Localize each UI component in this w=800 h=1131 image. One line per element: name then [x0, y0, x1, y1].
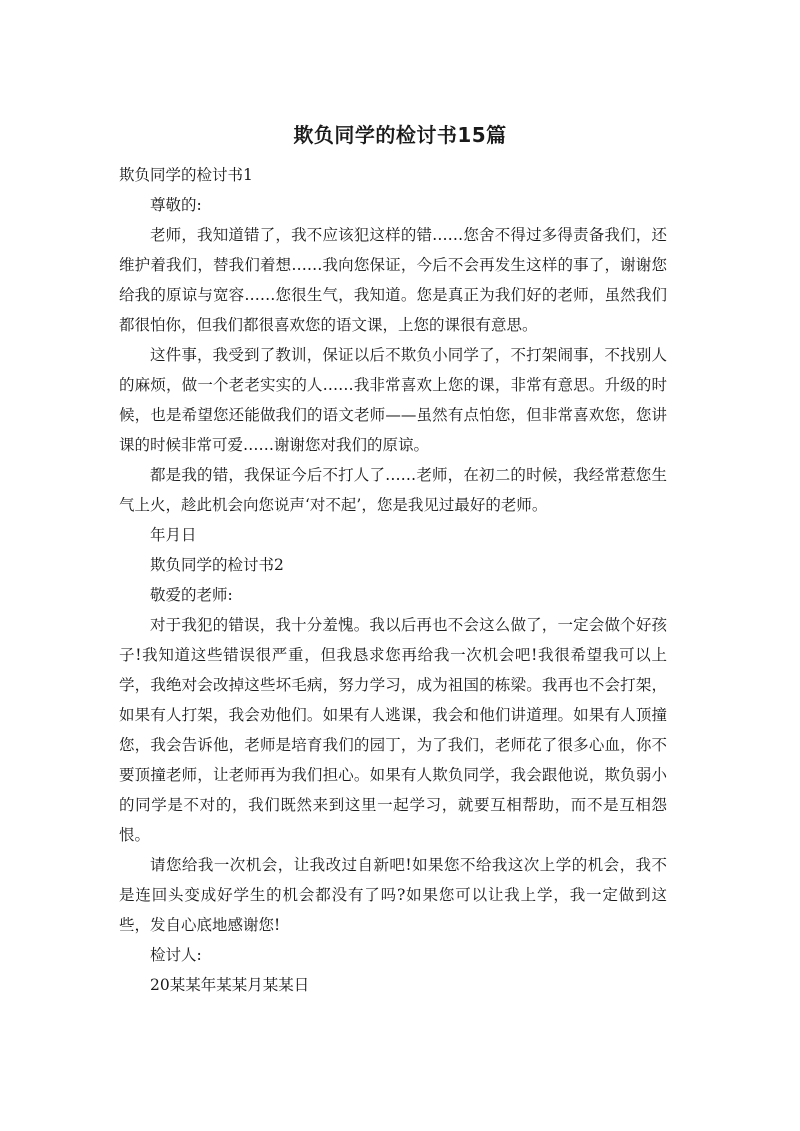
- letter-1-paragraph-2: 这件事，我受到了教训，保证以后不欺负小同学了，不打架闹事，不找别人的麻烦，做一个老老实实的人……我非常喜欢上您的课，非常有意思。升级的时候，也是希望您还能做我们的语文老师——虽然有点怕您，但非常喜欢您，您讲课的时候非常可爱……谢谢您对我们的原谅。: [119, 346, 667, 454]
- letter-1-salutation: 尊敬的:: [150, 196, 202, 214]
- letter-2-paragraph-2: 请您给我一次机会，让我改过自新吧!如果您不给我这次上学的机会，我不是连回头变成好学生的机会都没有了吗?如果您可以让我上学，我一定做到这些，发自心底地感谢您!: [119, 856, 667, 934]
- document-body: [119, 160, 667, 1000]
- letter-1-heading: 欺负同学的检讨书1: [119, 166, 253, 184]
- letter-1-paragraph-3: 都是我的错，我保证今后不打人了……老师，在初二的时候，我经常惹您生气上火，趁此机会向您说声‘对不起’，您是我见过最好的老师。: [119, 466, 667, 514]
- letter-2-heading: 欺负同学的检讨书2: [150, 556, 284, 574]
- letter-2-date: 20某某年某某月某某日: [150, 976, 310, 994]
- letter-2-signature: 检讨人:: [150, 946, 202, 964]
- letter-2-salutation: 敬爱的老师:: [150, 586, 233, 604]
- letter-2-paragraph-1: 对于我犯的错误，我十分羞愧。我以后再也不会这么做了，一定会做个好孩子!我知道这些错误很严重，但我恳求您再给我一次机会吧!我很希望我可以上学，我绝对会改掉这些坏毛病，努力学习，成为祖国的栋梁。我再也不会打架，如果有人打架，我会劝他们。如果有人逃课，我会和他们讲道理。如果有人顶撞您，我会告诉他，老师是培育我们的园丁，为了我们，老师花了很多心血，你不要顶撞老师，让老师再为我们担心。如果有人欺负同学，我会跟他说，欺负弱小的同学是不对的，我们既然来到这里一起学习，就要互相帮助，而不是互相怨恨。: [119, 616, 667, 844]
- letter-1-date: 年月日: [150, 526, 197, 544]
- letter-1-paragraph-1: 老师，我知道错了，我不应该犯这样的错……您舍不得过多得责备我们，还维护着我们，替我们着想……我向您保证，今后不会再发生这样的事了，谢谢您给我的原谅与宽容……您很生气，我知道。您是真正为我们好的老师，虽然我们都很怕你，但我们都很喜欢您的语文课，上您的课很有意思。: [119, 226, 667, 334]
- page-title: 欺负同学的检讨书15篇: [293, 123, 507, 147]
